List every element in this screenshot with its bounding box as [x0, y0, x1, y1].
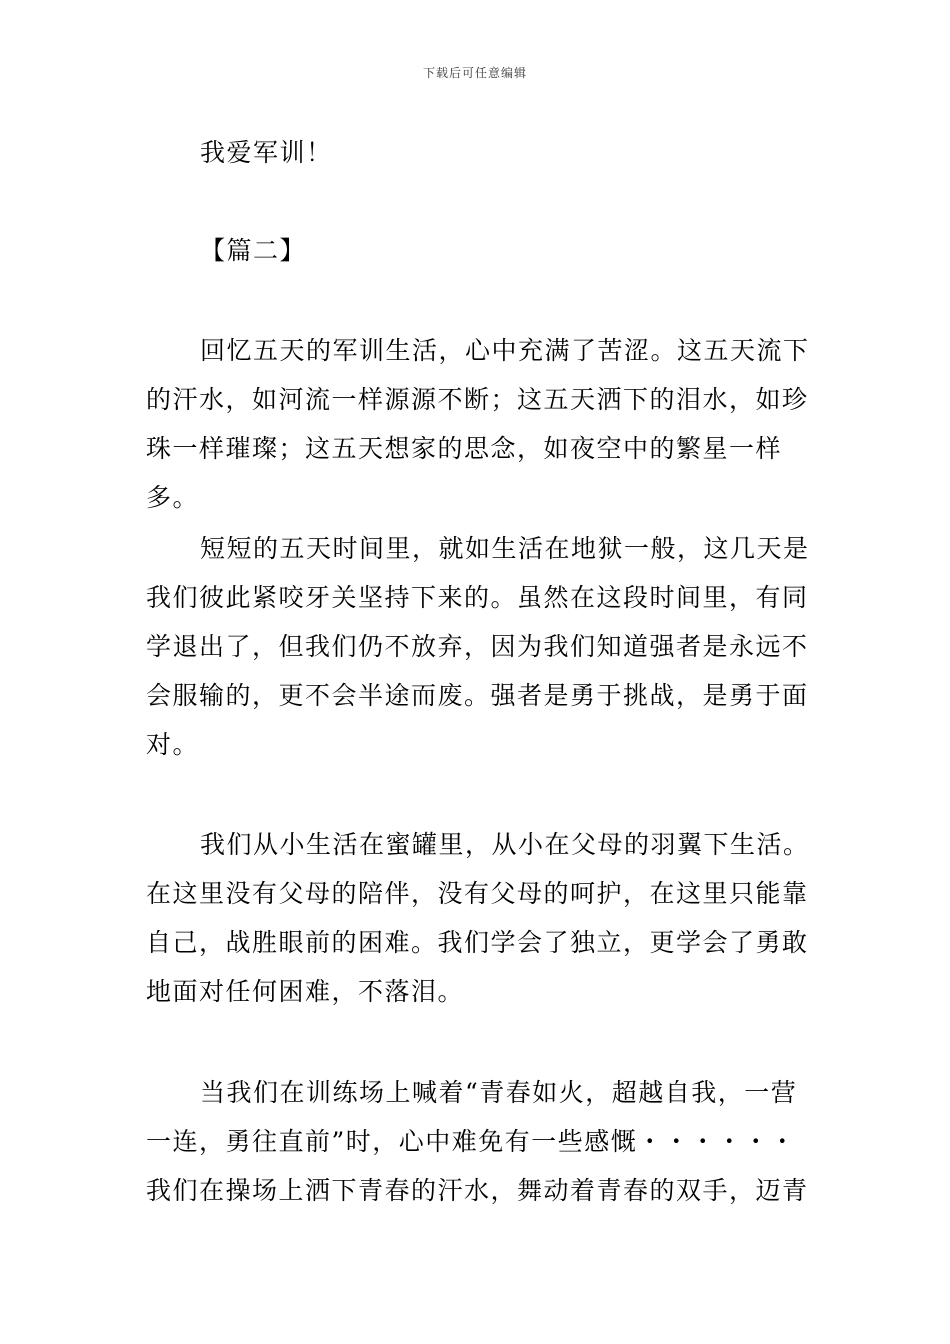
paragraph-text: 当我们在训练场上喊着“青春如火，超越自我，一营一连，勇往直前”时，心中难免有一些感慨・・・・・・我们在操场上洒下青春的汗水，舞动着青春的双手，迈青: [146, 1078, 809, 1205]
closing-line: [146, 128, 810, 177]
paragraph-text: 短短的五天时间里，就如生活在地狱一般，这几天是我们彼此紧咬牙关坚持下来的。虽然在这段时间里，有同学退出了，但我们仍不放弃，因为我们知道强者是永远不会服输的，更不会半途而废。强者是勇于挑战，是勇于面对。: [146, 534, 810, 759]
page-header-note: 下载后可任意编辑: [422, 66, 527, 80]
paragraph-text: 我们从小生活在蜜罐里，从小在父母的羽翼下生活。在这里没有父母的陪伴，没有父母的呵护，在这里只能靠自己，战胜眼前的困难。我们学会了独立，更学会了勇敢地面对任何困难，不落泪。: [146, 830, 810, 1006]
paragraph-3: [146, 820, 810, 1016]
paragraph-4: [146, 1068, 810, 1215]
paragraph-text: 回忆五天的军训生活，心中充满了苦涩。这五天流下的汗水，如河流一样源源不断；这五天洒下的泪水，如珍珠一样璀璨；这五天想家的思念，如夜空中的繁星一样多。: [146, 336, 810, 512]
section-title-text: 【篇二】: [200, 236, 307, 265]
paragraph-2: [146, 524, 810, 769]
closing-line-text: 我爱军训！: [200, 138, 333, 167]
paragraph-1: [146, 326, 810, 522]
section-title: [146, 226, 810, 275]
